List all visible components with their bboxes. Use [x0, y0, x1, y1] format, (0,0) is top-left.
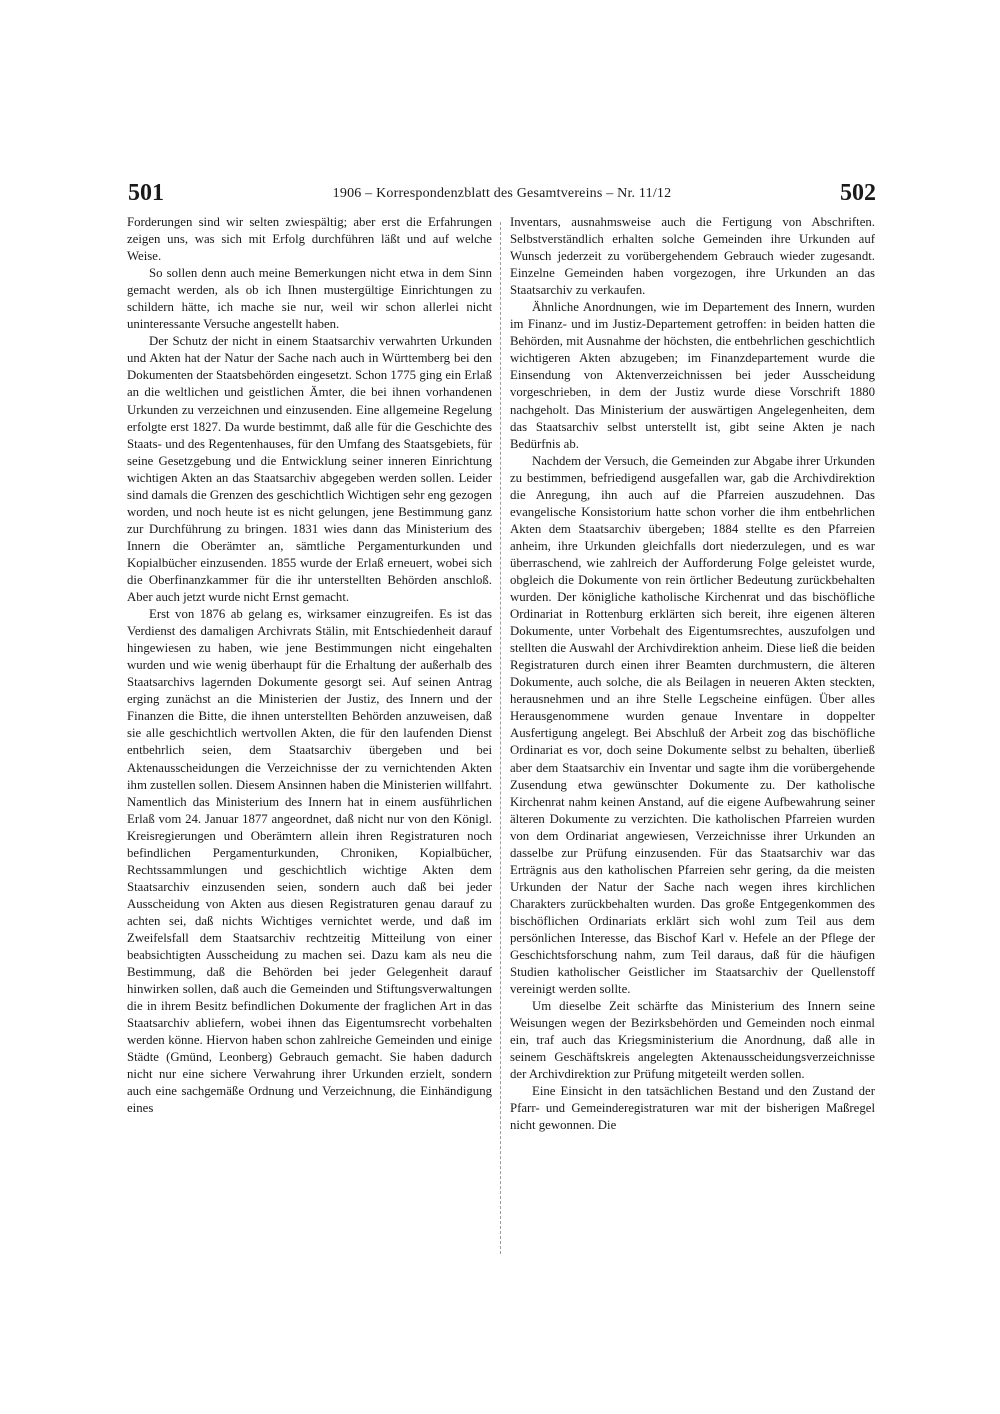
paragraph: Inventars, ausnahmsweise auch die Fertigung von Abschriften. Selbstverständlich erhalten solche Gemeinden ihre Urkunden auf Wunsch jederzeit zu vorübergehendem Gebrauch wieder zugesandt. Einzelne Gemeinden haben vorgezogen, ihre Urkunden an das Staatsarchiv zu verkaufen.: [510, 215, 875, 298]
column-divider: [500, 222, 501, 1254]
paragraph: Eine Einsicht in den tatsächlichen Bestand und den Zustand der Pfarr- und Gemeinderegistraturen war mit der bisherigen Maßregel nicht gewonnen. Die: [510, 1084, 875, 1133]
paragraph: Um dieselbe Zeit schärfte das Ministerium des Innern seine Weisungen wegen der Bezirksbehörden und Gemeinden noch einmal ein, traf auch das Kriegsministerium die Anordnung, daß alle in seinem Geschäftskreis angelegten Aktenausscheidungsverzeichnisse der Archivdirektion zur Prüfung mitgeteilt werden sollen.: [510, 999, 875, 1082]
left-column: [127, 214, 492, 1117]
paragraph: Erst von 1876 ab gelang es, wirksamer einzugreifen. Es ist das Verdienst des damaligen Archivrats Stälin, mit Entschiedenheit darauf hingewiesen zu haben, wie jene Bestimmungen nicht eingehalten wurden und wie wenig überhaupt für die Erhaltung der außerhalb des Staatsarchivs lagernden Dokumente gesorgt sei. Auf seinen Antrag erging zunächst an die Ministerien der Justiz, des Innern und der Finanzen die Bitte, die ihnen unterstellten Behörden anzuweisen, daß sie alle geschichtlich wertvollen Akten, die für den laufenden Dienst entbehrlich seien, dem Staatsarchiv übergeben und bei Aktenausscheidungen die Verzeichnisse der zu vernichtenden Akten ihm zustellen sollen. Diesem Ansinnen haben die Ministerien willfahrt. Namentlich das Ministerium des Innern hat in einem ausführlichen Erlaß vom 24. Januar 1877 angeordnet, daß nicht nur von den Königl. Kreisregierungen und Oberämtern allein ihren Registraturen noch befindlichen Pergamenturkunden, Chroniken, Kopialbücher, Rechtssammlungen und geschichtlich wichtige Akten dem Staatsarchiv einzusenden seien, sondern auch daß bei jeder Ausscheidung von Akten aus diesen Registraturen genau darauf zu achten sei, daß nichts Wichtiges vernichtet werde, und daß im Zweifelsfall dem Staatsarchiv rechtzeitig Mitteilung von einer beabsichtigten Ausscheidung zu machen sei. Dazu kam als neu die Bestimmung, daß die Behörden bei jeder Gelegenheit darauf hinwirken sollen, daß auch die Gemeinden und Stiftungsverwaltungen die in ihrem Besitz befindlichen Dokumente der fraglichen Art in das Staatsarchiv abliefern, wobei ihnen das Eigentumsrecht vorbehalten werden könne. Hiervon haben schon zahlreiche Gemeinden und einige Städte (Gmünd, Leonberg) Gebrauch gemacht. Sie haben dadurch nicht nur eine sichere Verwahrung ihrer Urkunden erzielt, sondern auch eine sachgemäße Ordnung und Verzeichnung, die Einhändigung eines: [127, 607, 492, 1116]
paragraph: So sollen denn auch meine Bemerkungen nicht etwa in dem Sinn gemacht werden, als ob ich Ihnen mustergültige Einrichtungen zu schildern hätte, ich mache sie nur, weil wir schon allerlei nicht uninteressante Versuche angestellt haben.: [127, 266, 492, 332]
page-number-right: 502: [840, 180, 876, 206]
page-number-left: 501: [128, 180, 164, 206]
page-header: [128, 180, 876, 214]
paragraph: Ähnliche Anordnungen, wie im Departement des Innern, wurden im Finanz- und im Justiz-Departement getroffen: in beiden hatten die Behörden, mit Ausnahme der höchsten, die entbehrlichen geschichtlich wichtigeren Akten abzugeben; im Finanzdepartement wurde die Einsendung von Aktenverzeichnissen bei jeder Ausscheidung vorgeschrieben, in dem der Justiz wurde diese Vorschrift 1880 nachgeholt. Das Ministerium der auswärtigen Angelegenheiten, dem das Staatsarchiv selbst unterstellt ist, gibt seine Akten je nach Bedürfnis ab.: [510, 300, 875, 451]
running-title: 1906 – Korrespondenzblatt des Gesamtvereins – Nr. 11/12: [332, 186, 672, 201]
paragraph: Nachdem der Versuch, die Gemeinden zur Abgabe ihrer Urkunden zu bestimmen, befriedigend ausgefallen war, gab die Archivdirektion die Anregung, ihn auch auf die Pfarreien auszudehnen. Das evangelische Konsistorium hatte schon vorher die ihm entbehrlichen Akten dem Staatsarchiv übergeben; 1884 stellte es den Pfarreien anheim, ihre Urkunden gleichfalls dort niederzulegen, und es war überraschend, wie zahlreich der Aufforderung Folge geleistet wurde, obgleich die Dokumente von rein örtlicher Bedeutung zurückbehalten wurden. Der königliche katholische Kirchenrat und das bischöfliche Ordinariat in Rottenburg erklärten sich bereit, ihre eigenen älteren Dokumente, unter Vorbehalt des Eigentumsrechtes, auszufolgen und stellten die Auswahl der Archivdirektion anheim. Diese ließ die beiden Registraturen durch einen ihrer Beamten durchmustern, die älteren Dokumente, auch solche, die als Beilagen in neueren Akten steckten, herausnehmen und an ihre Stelle Legscheine einfügen. Über alles Herausgenommene wurden genaue Inventare in doppelter Ausfertigung angelegt. Bei Abschluß der Arbeit zog das bischöfliche Ordinariat es vor, doch seine Dokumente selbst zu behalten, überließ aber dem Staatsarchiv ein Inventar und sagte ihm die vorübergehende Zusendung etwa gewünschter Dokumente zu. Der katholische Kirchenrat nahm keinen Anstand, auf die eigene Aufbewahrung seiner älteren Dokumente zu verzichten. Die katholischen Pfarreien wurden von dem Ordinariat angewiesen, Verzeichnisse ihrer Urkunden an dasselbe zur Prüfung einzusenden. Für das Staatsarchiv war das Erträgnis aus den katholischen Pfarreien sehr gering, da die meisten Urkunden der Natur der Sache nach wegen ihres kirchlichen Charakters zurückbehalten wurden. Das große Entgegenkommen des bischöflichen Ordinariats erklärt sich wohl zum Teil aus dem persönlichen Interesse, das Bischof Karl v. Hefele an der Pflege der Geschichtsforschung nahm, zum Teil daraus, daß für die häufigen Studien katholischer Geistlicher im Staatsarchiv der Quellenstoff vereinigt werden sollte.: [510, 453, 875, 997]
paragraph: Der Schutz der nicht in einem Staatsarchiv verwahrten Urkunden und Akten hat der Natur der Sache nach auch in Württemberg bei den Dokumenten der Staatsbehörden eingesetzt. Schon 1775 ging ein Erlaß an die weltlichen und geistlichen Ämter, die bei ihnen vorhandenen Urkunden zu verzeichnen und einzusenden. Eine allgemeine Regelung erfolgte erst 1827. Da wurde bestimmt, daß alle für die Geschichte des Staats- und des Regentenhauses, für den Umfang des Staatsgebiets, für seine Gesetzgebung und die Entwicklung seiner inneren Einrichtung wichtigen Akten an das Staatsarchiv abgegeben werden sollen. Leider sind damals die Grenzen des geschichtlich Wichtigen sehr eng gezogen worden, und noch heute ist es nicht gelungen, jene Bestimmung ganz zur Durchführung zu bringen. 1831 wies dann das Ministerium des Innern die Oberämter an, sämtliche Pergamenturkunden und Kopialbücher einzusenden. 1855 wurde der Erlaß erneuert, wobei sich die Oberfinanzkammer für die ihr unterstellten Behörden anschloß. Aber auch jetzt wurde nicht Ernst gemacht.: [127, 334, 492, 605]
paragraph: Forderungen sind wir selten zwiespältig; aber erst die Erfahrungen zeigen uns, was sich mit Erfolg durchführen läßt und auf welche Weise.: [127, 215, 492, 264]
right-column: [510, 214, 875, 1135]
